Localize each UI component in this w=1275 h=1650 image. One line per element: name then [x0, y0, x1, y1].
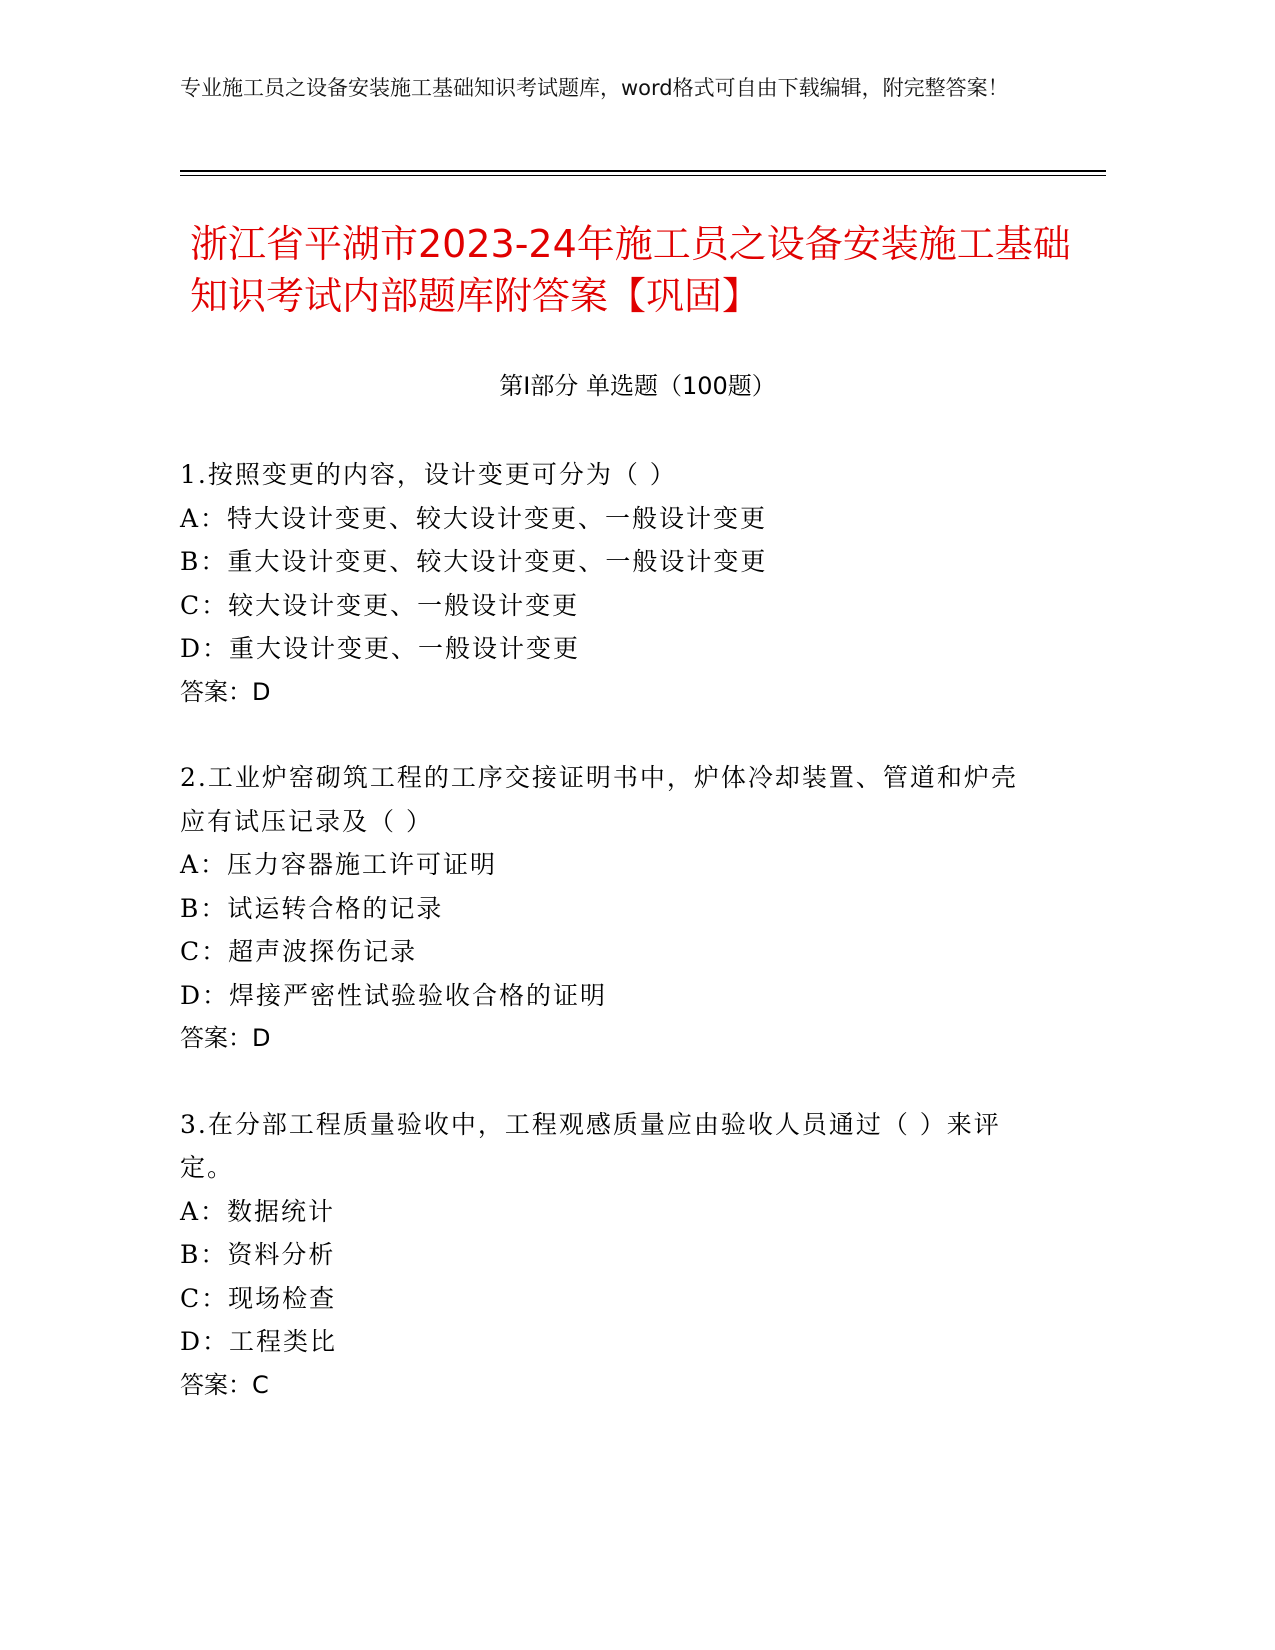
- option-a: A：数据统计: [180, 1196, 336, 1226]
- option-a: A：特大设计变更、较大设计变更、一般设计变更: [180, 503, 768, 533]
- answer: 答案：D: [180, 677, 271, 706]
- option-a: A：压力容器施工许可证明: [180, 850, 498, 879]
- question-stem: 1.按照变更的内容，设计变更可分为（ ）: [180, 460, 677, 489]
- question-3: [180, 1103, 1040, 1408]
- question-stem: 3.在分部工程质量验收中，工程观感质量应由验收人员通过（ ）来评定。: [180, 1109, 1001, 1182]
- option-b: B：资料分析: [180, 1240, 336, 1269]
- answer: 答案：D: [180, 1024, 271, 1052]
- header-note: 专业施工员之设备安装施工基础知识考试题库，word格式可自由下载编辑，附完整答案！: [180, 76, 1009, 100]
- question-list: [180, 453, 1040, 1449]
- question-stem: 2.工业炉窑砌筑工程的工序交接证明书中，炉体冷却装置、管道和炉壳应有试压记录及（ ）: [180, 763, 1018, 836]
- option-c: C：较大设计变更、一般设计变更: [180, 590, 580, 620]
- answer: 答案：C: [180, 1370, 269, 1399]
- question-1: [180, 453, 1040, 714]
- header-rule-thin: [180, 175, 1106, 176]
- option-c: C：超声波探伤记录: [180, 937, 418, 966]
- option-d: D：工程类比: [180, 1327, 338, 1356]
- option-b: B：试运转合格的记录: [180, 893, 444, 923]
- question-2: [180, 756, 1040, 1061]
- option-d: D：重大设计变更、一般设计变更: [180, 634, 581, 663]
- option-c: C：现场检查: [180, 1283, 337, 1313]
- option-b: B：重大设计变更、较大设计变更、一般设计变更: [180, 547, 768, 576]
- document-title: 浙江省平湖市2023-24年施工员之设备安装施工基础知识考试内部题库附答案【巩固】: [190, 222, 1071, 318]
- section-title: 第I部分 单选题（100题）: [499, 372, 776, 400]
- option-d: D：焊接严密性试验验收合格的证明: [180, 980, 608, 1010]
- header-rule-thick: [180, 170, 1106, 172]
